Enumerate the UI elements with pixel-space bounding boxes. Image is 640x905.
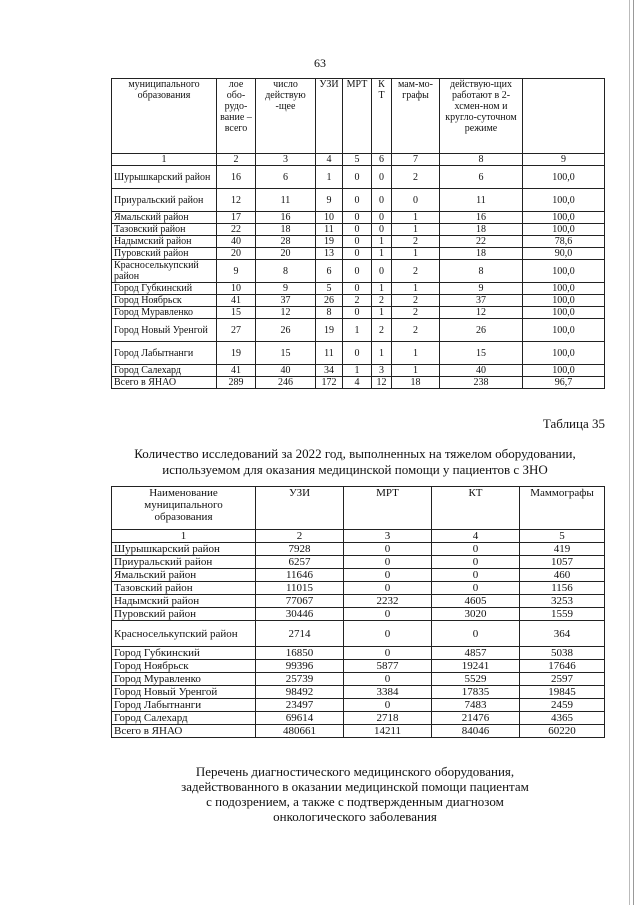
value-cell: 1 [372,342,392,365]
value-cell: 1 [392,212,440,224]
value-cell: 12 [372,377,392,389]
value-cell: 0 [343,260,372,283]
value-cell: 15 [256,342,316,365]
value-cell: 100,0 [523,224,605,236]
value-cell: 11 [316,224,343,236]
value-cell: 2714 [256,621,344,647]
column-index-cell: 5 [343,154,372,166]
value-cell: 11 [440,189,523,212]
table-row [112,712,605,725]
value-cell: 18 [440,248,523,260]
column-header: К Т [372,79,392,154]
value-cell: 17835 [432,686,520,699]
list-title [100,764,610,824]
table-row [112,365,605,377]
value-cell: 77067 [256,595,344,608]
value-cell: 23497 [256,699,344,712]
value-cell: 4365 [520,712,605,725]
row-label-cell: Город Ноябрьск [112,660,256,673]
value-cell: 37 [440,295,523,307]
table-row [112,543,605,556]
value-cell: 12 [440,307,523,319]
row-label-cell: Город Новый Уренгой [112,319,217,342]
value-cell: 18 [256,224,316,236]
value-cell: 19241 [432,660,520,673]
value-cell: 4 [343,377,372,389]
row-label-cell: Город Ноябрьск [112,295,217,307]
value-cell: 26 [316,295,343,307]
value-cell: 1 [372,307,392,319]
value-cell: 0 [343,236,372,248]
value-cell: 30446 [256,608,344,621]
value-cell: 0 [372,260,392,283]
row-label-cell: Шурышкарский район [112,543,256,556]
column-header: КТ [432,487,520,530]
value-cell: 99396 [256,660,344,673]
value-cell: 90,0 [523,248,605,260]
value-cell: 4857 [432,647,520,660]
studies-table [111,486,605,738]
value-cell: 3 [372,365,392,377]
column-index-cell: 4 [432,530,520,543]
value-cell: 2718 [344,712,432,725]
table-row [112,224,605,236]
value-cell: 18 [392,377,440,389]
table-row [112,673,605,686]
table-row [112,647,605,660]
value-cell: 246 [256,377,316,389]
column-header: УЗИ [316,79,343,154]
value-cell: 60220 [520,725,605,738]
page-edge [629,0,634,905]
value-cell: 18 [440,224,523,236]
value-cell: 11 [316,342,343,365]
value-cell: 1 [392,224,440,236]
value-cell: 0 [432,582,520,595]
row-label-cell: Красноселькупский район [112,260,217,283]
value-cell: 2 [343,295,372,307]
value-cell: 4605 [432,595,520,608]
value-cell: 16850 [256,647,344,660]
value-cell: 25739 [256,673,344,686]
value-cell: 1 [392,342,440,365]
table-row [112,189,605,212]
value-cell: 22 [440,236,523,248]
row-label-cell: Красноселькупский район [112,621,256,647]
value-cell: 12 [217,189,256,212]
row-label-cell: Город Салехард [112,712,256,725]
value-cell: 27 [217,319,256,342]
column-index-cell: 8 [440,154,523,166]
value-cell: 0 [343,342,372,365]
row-label-cell: Всего в ЯНАО [112,377,217,389]
value-cell: 0 [432,543,520,556]
value-cell: 100,0 [523,319,605,342]
row-label-cell: Пуровский район [112,608,256,621]
value-cell: 480661 [256,725,344,738]
value-cell: 78,6 [523,236,605,248]
row-label-cell: Ямальский район [112,569,256,582]
row-label-cell: Город Лабытнанги [112,699,256,712]
value-cell: 100,0 [523,189,605,212]
table-row [112,307,605,319]
value-cell: 17646 [520,660,605,673]
table-row [112,260,605,283]
value-cell: 9 [256,283,316,295]
table-caption: Таблица 35 [542,416,605,431]
value-cell: 2 [392,260,440,283]
value-cell: 419 [520,543,605,556]
table-row [112,621,605,647]
row-label-cell: Город Губкинский [112,647,256,660]
value-cell: 1 [372,283,392,295]
column-index-row [112,154,605,166]
list-title-line: задействованного в оказании медицинской помощи пациентам [181,779,529,794]
value-cell: 1 [343,319,372,342]
value-cell: 20 [256,248,316,260]
table-title-line: используемом для оказания медицинской помощи у пациентов с ЗНО [162,462,548,477]
column-header: УЗИ [256,487,344,530]
value-cell: 1 [392,248,440,260]
value-cell: 34 [316,365,343,377]
value-cell: 84046 [432,725,520,738]
value-cell: 238 [440,377,523,389]
value-cell: 1156 [520,582,605,595]
row-label-cell: Город Муравленко [112,307,217,319]
value-cell: 2 [392,236,440,248]
value-cell: 289 [217,377,256,389]
row-label-cell: Надымский район [112,595,256,608]
value-cell: 100,0 [523,212,605,224]
column-index-cell: 9 [523,154,605,166]
value-cell: 460 [520,569,605,582]
table-row [112,582,605,595]
value-cell: 41 [217,365,256,377]
value-cell: 19 [316,319,343,342]
column-header: МРТ [343,79,372,154]
value-cell: 15 [217,307,256,319]
value-cell: 1 [316,166,343,189]
value-cell: 9 [316,189,343,212]
value-cell: 1 [372,248,392,260]
value-cell: 13 [316,248,343,260]
value-cell: 0 [344,543,432,556]
value-cell: 0 [343,224,372,236]
value-cell: 5529 [432,673,520,686]
value-cell: 2 [392,295,440,307]
value-cell: 14211 [344,725,432,738]
row-label-cell: Город Новый Уренгой [112,686,256,699]
value-cell: 7928 [256,543,344,556]
value-cell: 2 [392,319,440,342]
value-cell: 6257 [256,556,344,569]
value-cell: 1 [392,365,440,377]
column-header: муниципального образования [112,79,217,154]
column-index-cell: 6 [372,154,392,166]
value-cell: 2 [372,319,392,342]
row-label-cell: Город Лабытнанги [112,342,217,365]
value-cell: 0 [432,621,520,647]
row-label-cell: Пуровский район [112,248,217,260]
table-row [112,212,605,224]
column-index-cell: 2 [256,530,344,543]
column-header: мам-мо-графы [392,79,440,154]
value-cell: 0 [344,556,432,569]
table-row [112,377,605,389]
value-cell: 1 [372,236,392,248]
column-index-cell: 2 [217,154,256,166]
row-label-cell: Тазовский район [112,582,256,595]
value-cell: 16 [256,212,316,224]
table-row [112,725,605,738]
value-cell: 20 [217,248,256,260]
table-title [100,446,610,478]
value-cell: 11646 [256,569,344,582]
column-index-cell: 1 [112,530,256,543]
table-title-line: Количество исследований за 2022 год, выполненных на тяжелом оборудовании, [134,446,576,461]
column-header: число действую -щее [256,79,316,154]
row-label-cell: Приуральский район [112,556,256,569]
table-row [112,569,605,582]
value-cell: 0 [343,307,372,319]
table-row [112,248,605,260]
column-header: действую-щих работают в 2-хсмен-ном и кругло-суточном режиме [440,79,523,154]
value-cell: 0 [392,189,440,212]
value-cell: 41 [217,295,256,307]
value-cell: 0 [344,621,432,647]
value-cell: 8 [256,260,316,283]
list-title-line: Перечень диагностического медицинского оборудования, [195,764,515,779]
value-cell: 3384 [344,686,432,699]
value-cell: 0 [343,248,372,260]
value-cell: 7483 [432,699,520,712]
row-label-cell: Надымский район [112,236,217,248]
value-cell: 2 [392,307,440,319]
column-index-cell: 3 [344,530,432,543]
column-index-cell: 3 [256,154,316,166]
value-cell: 98492 [256,686,344,699]
value-cell: 0 [343,283,372,295]
value-cell: 0 [372,212,392,224]
value-cell: 3020 [432,608,520,621]
table-row [112,342,605,365]
value-cell: 2459 [520,699,605,712]
value-cell: 0 [344,647,432,660]
value-cell: 100,0 [523,166,605,189]
value-cell: 12 [256,307,316,319]
value-cell: 0 [344,582,432,595]
value-cell: 1057 [520,556,605,569]
list-title-line: онкологического заболевания [273,809,437,824]
value-cell: 69614 [256,712,344,725]
value-cell: 6 [256,166,316,189]
value-cell: 0 [432,556,520,569]
table-header-row [112,79,605,154]
value-cell: 22 [217,224,256,236]
table-header-row [112,487,605,530]
row-label-cell: Всего в ЯНАО [112,725,256,738]
value-cell: 8 [316,307,343,319]
row-label-cell: Город Салехард [112,365,217,377]
value-cell: 40 [256,365,316,377]
column-index-cell: 5 [520,530,605,543]
column-index-row [112,530,605,543]
value-cell: 1 [343,365,372,377]
value-cell: 0 [344,699,432,712]
value-cell: 0 [344,569,432,582]
value-cell: 5 [316,283,343,295]
value-cell: 37 [256,295,316,307]
value-cell: 40 [217,236,256,248]
value-cell: 2232 [344,595,432,608]
value-cell: 172 [316,377,343,389]
value-cell: 100,0 [523,365,605,377]
table-row [112,686,605,699]
table-row [112,608,605,621]
list-title-line: с подозрением, а также с подтвержденным диагнозом [206,794,504,809]
table-row [112,660,605,673]
value-cell: 1 [392,283,440,295]
value-cell: 40 [440,365,523,377]
value-cell: 0 [372,189,392,212]
table-row [112,166,605,189]
value-cell: 28 [256,236,316,248]
value-cell: 100,0 [523,342,605,365]
value-cell: 0 [344,608,432,621]
value-cell: 19 [316,236,343,248]
table-row [112,699,605,712]
value-cell: 96,7 [523,377,605,389]
column-header: Наименование муниципального образования [112,487,256,530]
column-header: лое обо-рудо-вание – всего [217,79,256,154]
value-cell: 3253 [520,595,605,608]
value-cell: 9 [440,283,523,295]
column-header [523,79,605,154]
table-row [112,556,605,569]
value-cell: 2 [372,295,392,307]
value-cell: 5038 [520,647,605,660]
value-cell: 11 [256,189,316,212]
table-row [112,283,605,295]
value-cell: 6 [316,260,343,283]
value-cell: 9 [217,260,256,283]
value-cell: 0 [372,224,392,236]
value-cell: 11015 [256,582,344,595]
value-cell: 5877 [344,660,432,673]
value-cell: 2597 [520,673,605,686]
value-cell: 10 [316,212,343,224]
column-index-cell: 4 [316,154,343,166]
table-row [112,236,605,248]
table-row [112,319,605,342]
value-cell: 16 [440,212,523,224]
value-cell: 8 [440,260,523,283]
value-cell: 2 [392,166,440,189]
value-cell: 0 [372,166,392,189]
row-label-cell: Тазовский район [112,224,217,236]
value-cell: 17 [217,212,256,224]
column-index-cell: 1 [112,154,217,166]
value-cell: 100,0 [523,260,605,283]
page-number: 63 [314,56,326,70]
value-cell: 26 [256,319,316,342]
value-cell: 100,0 [523,295,605,307]
value-cell: 0 [432,569,520,582]
column-header: МРТ [344,487,432,530]
value-cell: 19 [217,342,256,365]
value-cell: 15 [440,342,523,365]
value-cell: 19845 [520,686,605,699]
row-label-cell: Город Муравленко [112,673,256,686]
column-header: Маммографы [520,487,605,530]
value-cell: 21476 [432,712,520,725]
value-cell: 100,0 [523,307,605,319]
value-cell: 16 [217,166,256,189]
value-cell: 6 [440,166,523,189]
value-cell: 0 [343,212,372,224]
value-cell: 10 [217,283,256,295]
value-cell: 364 [520,621,605,647]
row-label-cell: Ямальский район [112,212,217,224]
row-label-cell: Шурышкарский район [112,166,217,189]
equipment-table [111,78,605,389]
row-label-cell: Город Губкинский [112,283,217,295]
column-index-cell: 7 [392,154,440,166]
row-label-cell: Приуральский район [112,189,217,212]
table-row [112,295,605,307]
value-cell: 100,0 [523,283,605,295]
value-cell: 1559 [520,608,605,621]
value-cell: 26 [440,319,523,342]
value-cell: 0 [343,166,372,189]
value-cell: 0 [343,189,372,212]
value-cell: 0 [344,673,432,686]
table-row [112,595,605,608]
